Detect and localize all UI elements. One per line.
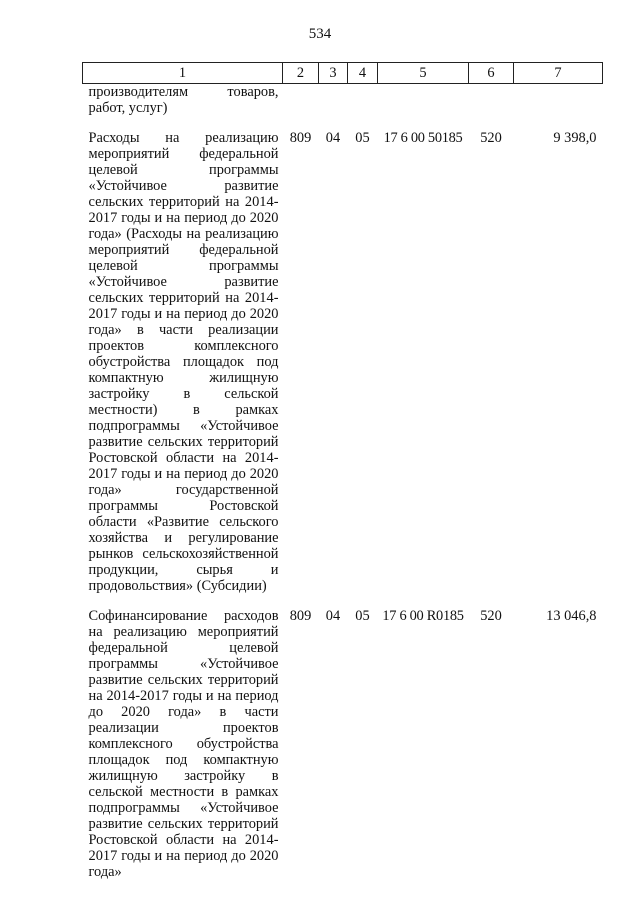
row-description: Софинансирование расходов на реализацию мероприятий федеральной целевой программы «Устойчивое развитие сельских территорий на 2014-2017 годы и на период до 2020 года» в части реализации проектов комплексного обустройства площадок под компактную жилищную застройку в сельской местности в рамках подпрограммы «Устойчивое развитие сельских территорий Ростовской области на 2014-2017 годы и на период до 2020 года» xyxy=(88,608,279,880)
header-col-6: 6 xyxy=(469,63,514,84)
row-amount: 9 398,0 xyxy=(553,130,597,146)
row-section: 04 xyxy=(325,608,341,624)
row-amount: 13 046,8 xyxy=(546,608,597,624)
header-col-7: 7 xyxy=(514,63,603,84)
table-row xyxy=(83,594,603,880)
header-col-4: 4 xyxy=(348,63,378,84)
header-col-1: 1 xyxy=(83,63,283,84)
row-target-article: 17 6 00 50185 xyxy=(383,130,463,146)
row-description: производителям товаров, работ, услуг) xyxy=(88,84,279,116)
row-amount xyxy=(514,84,603,117)
budget-table xyxy=(82,62,603,880)
row-ministry: 809 xyxy=(289,130,312,146)
row-ministry: 809 xyxy=(289,608,312,624)
row-section xyxy=(319,84,348,117)
row-subsection xyxy=(348,84,378,117)
header-col-3: 3 xyxy=(319,63,348,84)
row-section: 04 xyxy=(325,130,341,146)
row-subsection: 05 xyxy=(355,608,370,624)
page-number: 534 xyxy=(308,26,332,42)
row-expense-type xyxy=(469,84,514,117)
row-ministry xyxy=(283,84,319,117)
row-expense-type: 520 xyxy=(480,608,502,624)
table-header xyxy=(83,63,603,84)
header-col-5: 5 xyxy=(378,63,469,84)
table-row xyxy=(83,84,603,117)
row-subsection: 05 xyxy=(355,130,370,146)
header-col-2: 2 xyxy=(283,63,319,84)
row-description: Расходы на реализацию мероприятий федеральной целевой программы «Устойчивое развитие сельских территорий на 2014-2017 годы и на период до 2020 года» (Расходы на реализацию мероприятий федеральной целевой программы «Устойчивое развитие сельских территорий на 2014-2017 годы и на период до 2020 года» в части реализации проектов комплексного обустройства площадок под компактную жилищную застройку в сельской местности) в рамках подпрограммы «Устойчивое развитие сельских территорий Ростовской области на 2014-2017 годы и на период до 2020 года» государственной программы Ростовской области «Развитие сельского хозяйства и регулирование рынков сельскохозяйственной продукции, сырья и продовольствия» (Субсидии) xyxy=(88,130,279,594)
row-target-article xyxy=(378,84,469,117)
table-body xyxy=(83,84,603,881)
table-row xyxy=(83,116,603,594)
header-row xyxy=(83,63,603,84)
row-expense-type: 520 xyxy=(480,130,502,146)
row-target-article: 17 6 00 R0185 xyxy=(382,608,464,624)
